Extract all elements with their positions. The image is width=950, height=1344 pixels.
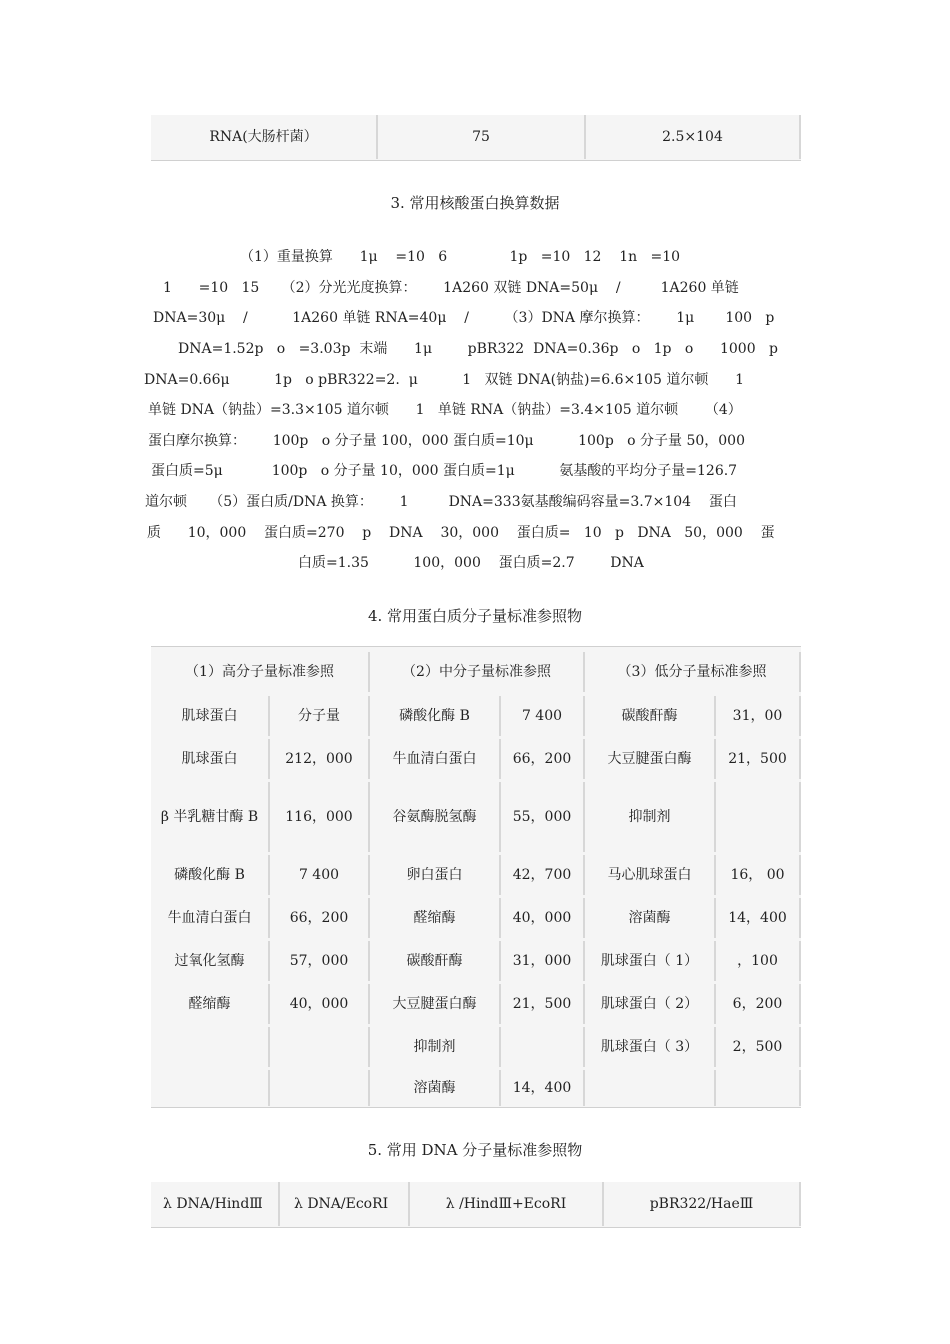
table-cell: ，100 [716,941,801,981]
table-cell: 分子量 [270,696,370,736]
table-cell: 6，200 [716,984,801,1024]
paragraph-line: DNA=1.52p o =3.03p 末端 1μ pBR322 DNA=0.36p o 1p o 1000 p [178,341,778,357]
section-4-title: 4. 常用蛋白质分子量标准参照物 [367,607,583,625]
table-cell: 55，000 [501,782,585,852]
table-cell: 肌球蛋白（ 3） [585,1027,716,1067]
paragraph-line: DNA=30μ / 1A260 单链 RNA=40μ / （3）DNA 摩尔换算： 1μ 100 p [153,310,775,326]
paragraph-line: 质 10，000 蛋白质=270 p DNA 30，000 蛋白质= 10 p DNA 50，000 蛋 [147,525,775,541]
table-header: λ DNA/EcoRⅠ [280,1182,410,1226]
table-cell: 大豆腱蛋白酶 [585,739,716,779]
table-cell: 7 400 [270,855,370,895]
table-cell: β 半乳糖甘酶 B [151,782,270,852]
table-cell: 肌球蛋白（ 1） [585,941,716,981]
table-cell: 牛血清白蛋白 [370,739,501,779]
paragraph-line: 1 =10 15 （2）分光光度换算： 1A260 双链 DNA=50μ / 1A260 单链 [163,280,739,296]
table-cell: 14，400 [716,898,801,938]
table-header: （3）低分子量标准参照 [585,652,801,692]
table-cell: 过氧化氢酶 [151,941,270,981]
paragraph-line: DNA=0.66μ 1p o pBR322=2. μ 1 双链 DNA(钠盐)=6.6×105 道尔顿 1 [144,372,745,388]
table-cell: 卵白蛋白 [370,855,501,895]
table-cell [716,1070,801,1106]
table-cell: 溶菌酶 [370,1070,501,1106]
table-cell: 66，200 [270,898,370,938]
table-cell [270,1027,370,1067]
table-cell: 14，400 [501,1070,585,1106]
paragraph-line: 单链 DNA（钠盐）=3.3×105 道尔顿 1 单链 RNA（钠盐）=3.4×105 道尔顿 （4） [148,402,742,418]
table-cell: 醛缩酶 [370,898,501,938]
table-cell: 溶菌酶 [585,898,716,938]
table-cell [585,1070,716,1106]
table-cell: 42，700 [501,855,585,895]
table-cell: 磷酸化酶 B [151,855,270,895]
table-cell: 75 [378,115,586,159]
paragraph-line: 白质=1.35 100，000 蛋白质=2.7 DNA [298,555,644,571]
table-cell: 肌球蛋白（ 2） [585,984,716,1024]
table-cell: 肌球蛋白 [151,739,270,779]
table-cell: 磷酸化酶 B [370,696,501,736]
table-cell: 31，00 [716,696,801,736]
table-cell: 57，000 [270,941,370,981]
table-cell: 大豆腱蛋白酶 [370,984,501,1024]
table-cell: 牛血清白蛋白 [151,898,270,938]
table-cell: 116，000 [270,782,370,852]
paragraph-line: 蛋白摩尔换算： 100p o 分子量 100，000 蛋白质=10μ 100p o 分子量 50，000 [148,433,746,449]
table-cell: 肌球蛋白 [151,696,270,736]
section-5-title: 5. 常用 DNA 分子量标准参照物 [367,1141,583,1159]
table-cell: 21，500 [716,739,801,779]
table-header: pBR322/HaeⅢ [604,1182,801,1226]
table-cell: 马心肌球蛋白 [585,855,716,895]
table-cell [151,1070,270,1106]
table-cell: 碳酸酐酶 [370,941,501,981]
table-cell [151,1027,270,1067]
table-cell: 碳酸酐酶 [585,696,716,736]
section-3-title: 3. 常用核酸蛋白换算数据 [390,194,560,212]
table-cell: 66，200 [501,739,585,779]
table-cell: 31，000 [501,941,585,981]
table-cell: 谷氨酶脱氢酶 [370,782,501,852]
table-cell [501,1027,585,1067]
paragraph-line: 蛋白质=5μ 100p o 分子量 10，000 蛋白质=1μ 氨基酸的平均分子量=126.7 [151,463,738,479]
table-cell: 2，500 [716,1027,801,1067]
table-header: （2）中分子量标准参照 [370,652,585,692]
table-header: λ /HindⅢ+EcoRⅠ [410,1182,604,1226]
table-cell: RNA(大肠杆菌） [151,115,378,159]
table-cell: 16， 00 [716,855,801,895]
table-header: （1）高分子量标准参照 [151,652,370,692]
table-cell [716,782,801,852]
table-cell: 40，000 [270,984,370,1024]
table-cell: 醛缩酶 [151,984,270,1024]
table-cell: 抑制剂 [585,782,716,852]
paragraph-line: （1）重量换算 1μ =10 6 1p =10 12 1n =10 [240,249,681,265]
table-cell [270,1070,370,1106]
table-cell: 2.5×104 [586,115,801,159]
paragraph-line: 道尔顿 （5）蛋白质/DNA 换算： 1 DNA=333氨基酸编码容量=3.7×104 蛋白 [145,494,737,510]
table-cell: 21，500 [501,984,585,1024]
table-cell: 40，000 [501,898,585,938]
table-cell: 212，000 [270,739,370,779]
table-cell: 7 400 [501,696,585,736]
table-header: λ DNA/HindⅢ [151,1182,280,1226]
table-cell: 抑制剂 [370,1027,501,1067]
